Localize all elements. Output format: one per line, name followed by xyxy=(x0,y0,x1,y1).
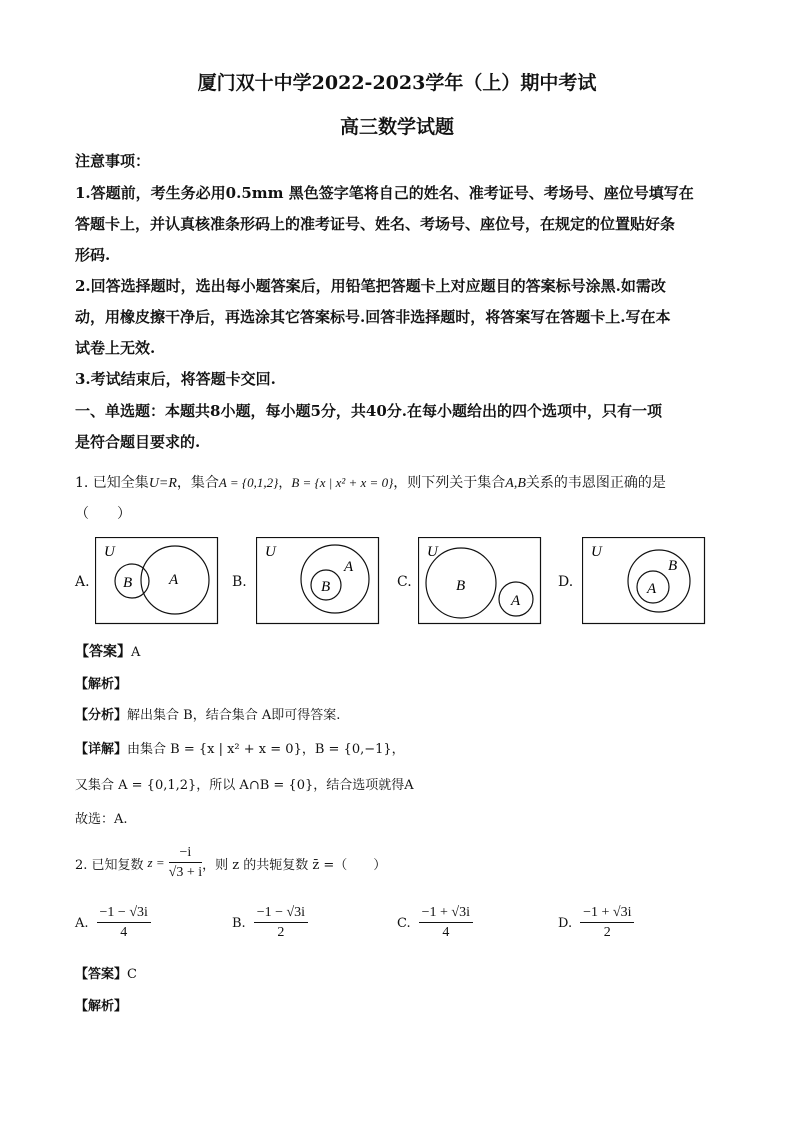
venn-label-a: A xyxy=(647,581,657,597)
notice-heading: 注意事项： xyxy=(75,152,151,170)
venn-label-b: B xyxy=(321,579,331,595)
q2-tail: ，则 z 的共轭复数 z̄ =（ ） xyxy=(202,857,387,873)
q2-prefix: 2. 已知复数 xyxy=(75,857,144,873)
notice-line: 答题卡上，并认真核准条形码上的准考证号、姓名、考场号、座位号，在规定的位置贴好条 xyxy=(75,215,676,233)
venn-label-u: U xyxy=(427,544,438,560)
option-fraction xyxy=(580,905,634,941)
q2-stem xyxy=(75,840,386,886)
exam-subtitle: 高三数学试题 xyxy=(339,116,454,138)
option-fraction xyxy=(97,905,151,941)
venn-label-a: A xyxy=(344,559,354,575)
q2-option-c xyxy=(397,900,473,946)
q1-set-b: B = {x | x² + x = 0} xyxy=(291,475,394,490)
option-label: D. xyxy=(558,915,573,931)
q2-option-a xyxy=(75,900,151,946)
q1-option-label: B. xyxy=(232,574,247,590)
fraction-numerator: −1 − √3i xyxy=(97,905,151,923)
q1-option-label: D. xyxy=(558,574,574,590)
fraction-numerator: −1 − √3i xyxy=(254,905,308,923)
option-label: C. xyxy=(397,915,411,931)
venn-diagram-a xyxy=(95,537,219,625)
q2-option-d xyxy=(558,900,634,946)
q1-answer xyxy=(75,641,140,661)
answer-tag: 【答案】 xyxy=(75,644,131,660)
fraction-denominator: 2 xyxy=(277,925,285,940)
venn-label-b: B xyxy=(668,558,678,574)
q1-stem: 1. 已知全集U=R，集合A = {0,1,2}，B = {x | x² + x = 0}，则下列关于集合A,B关系的韦恩图正确的是 xyxy=(75,475,666,491)
exam-title: 厦门双十中学2022-2023学年（上）期中考试 xyxy=(197,72,597,94)
q1-option-label: A. xyxy=(75,574,90,590)
section-heading: 一、单选题：本题共8小题，每小题5分，共40分.在每小题给出的四个选项中，只有一项 xyxy=(75,402,662,420)
notice-line: 试卷上无效. xyxy=(75,339,156,357)
venn-diagram-b xyxy=(256,537,380,625)
q2-fraction xyxy=(169,845,202,881)
venn-label-u: U xyxy=(265,544,276,560)
fraction-numerator: −1 + √3i xyxy=(580,905,634,923)
venn-label-b: B xyxy=(123,575,133,591)
fenxi-text: 解出集合 B，结合集合 A即可得答案. xyxy=(127,708,341,723)
answer-value: C xyxy=(127,967,137,982)
notice-line: 2.回答选择题时，选出每小题答案后，用铅笔把答题卡上对应题目的答案标号涂黑.如需改 xyxy=(75,277,666,295)
section-heading-cont: 是符合题目要求的. xyxy=(75,433,201,451)
q1-fenxi xyxy=(75,704,340,723)
xiangjie-tag: 【详解】 xyxy=(75,742,128,757)
fraction-denominator: √3 + i xyxy=(168,865,203,880)
notice-line: 3.考试结束后，将答题卡交回. xyxy=(75,370,276,388)
fraction-denominator: 2 xyxy=(603,925,611,940)
q1-choose: 故选：A. xyxy=(75,812,128,827)
venn-label-a: A xyxy=(169,572,179,588)
venn-label-a: A xyxy=(511,593,521,609)
answer-tag: 【答案】 xyxy=(75,967,128,982)
q1-tail2: 关系的韦恩图正确的是 xyxy=(525,475,666,491)
fraction-denominator: 4 xyxy=(120,925,128,940)
q2-analysis-tag: 【解析】 xyxy=(75,999,128,1014)
option-fraction xyxy=(254,905,308,941)
q1-paren: （ ） xyxy=(75,506,131,522)
q1-analysis-tag: 【解析】 xyxy=(75,677,128,692)
notice-line: 1.答题前，考生务必用0.5mm 黑色签字笔将自己的姓名、准考证号、考场号、座位号填写在 xyxy=(75,184,694,202)
q1-ab: A,B xyxy=(505,476,526,491)
fraction-numerator: −i xyxy=(169,845,202,863)
q1-tail1: ，则下列关于集合 xyxy=(393,475,506,491)
venn-label-u: U xyxy=(591,544,602,560)
fraction-denominator: 4 xyxy=(442,925,450,940)
answer-value: A xyxy=(131,645,141,660)
venn-diagram-c xyxy=(418,537,542,625)
xiangjie-text: 由集合 B = {x | x² + x = 0}，B = {0,−1}， xyxy=(127,742,405,757)
option-label: A. xyxy=(75,915,89,931)
q2-option-b xyxy=(232,900,308,946)
notice-line: 动，用橡皮擦干净后，再选涂其它答案标号.回答非选择题时，将答案写在答题卡上.写在本 xyxy=(75,308,671,326)
q1-mid: ，集合 xyxy=(176,475,219,491)
fraction-numerator: −1 + √3i xyxy=(419,905,473,923)
venn-label-u: U xyxy=(104,544,115,560)
q1-set-a: A = {0,1,2} xyxy=(218,475,279,490)
q1-option-label: C. xyxy=(397,574,412,590)
q1-universal: U=R xyxy=(148,476,177,491)
venn-label-b: B xyxy=(456,578,466,594)
q2-z-eq: z = xyxy=(147,855,165,870)
notice-line: 形码. xyxy=(75,246,111,264)
q1-prefix: 1. 已知全集 xyxy=(75,475,149,491)
option-fraction xyxy=(419,905,473,941)
option-label: B. xyxy=(232,915,246,931)
venn-diagram-d xyxy=(582,537,706,625)
q1-solution-line: 又集合 A = {0,1,2}，所以 A∩B = {0}，结合选项就得A xyxy=(75,778,414,793)
fenxi-tag: 【分析】 xyxy=(75,708,128,723)
q2-answer xyxy=(75,963,137,982)
q1-xiangjie xyxy=(75,738,405,757)
